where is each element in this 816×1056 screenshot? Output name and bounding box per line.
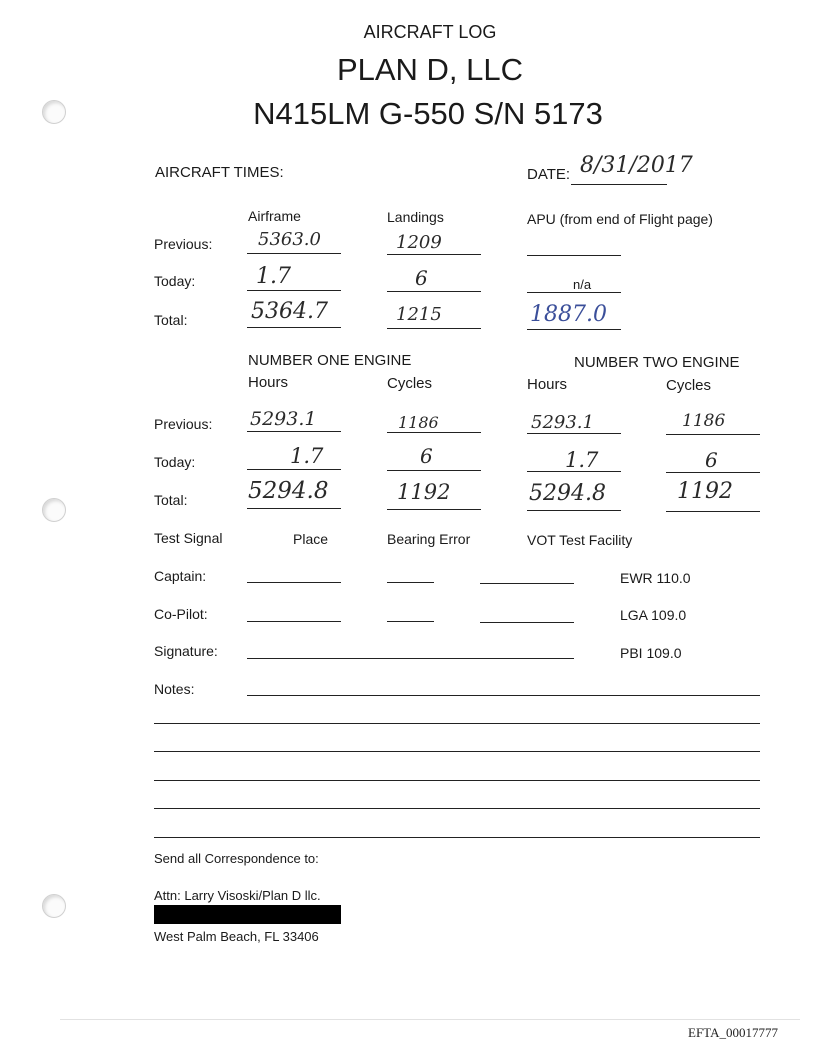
landings-today-line: [387, 291, 481, 292]
aircraft-identifier: N415LM G-550 S/N 5173: [253, 96, 603, 131]
col-airframe: Airframe: [248, 208, 301, 224]
notes-line-6: [154, 837, 760, 838]
correspondence-attn: Attn: Larry Visoski/Plan D llc.: [154, 888, 321, 903]
test-signal-label: Test Signal: [154, 530, 223, 546]
e1-cycles-total-line: [387, 509, 481, 510]
engine-two-cycles-label: Cycles: [666, 377, 712, 394]
e1-hours-previous: 5293.1: [250, 408, 317, 430]
times-total-label: Total:: [154, 312, 188, 328]
apu-total: 1887.0: [530, 302, 607, 327]
notes-line-3: [154, 751, 760, 752]
date-line: [571, 184, 667, 185]
engine-two-hours-label: Hours: [527, 376, 568, 393]
engines-total-label: Total:: [154, 492, 188, 508]
airframe-today-line: [247, 290, 341, 291]
engines-today-label: Today:: [154, 454, 196, 470]
punch-hole-middle: [42, 498, 66, 522]
engine-one-cycles-label: Cycles: [387, 375, 433, 392]
apu-today-line: [527, 292, 621, 293]
notes-line-1: [247, 695, 760, 696]
redaction-block: [154, 905, 341, 924]
engines-previous-label: Previous:: [154, 416, 213, 432]
correspondence-city: West Palm Beach, FL 33406: [154, 929, 319, 944]
e1-cycles-today: 6: [420, 444, 433, 468]
company-name: PLAN D, LLC: [336, 52, 524, 87]
notes-line-4: [154, 780, 760, 781]
times-previous-label: Previous:: [154, 236, 213, 252]
e2-hours-today: 1.7: [565, 448, 599, 472]
airframe-previous: 5363.0: [258, 229, 321, 250]
e2-cycles-previous: 1186: [682, 411, 726, 431]
date-value: 8/31/2017: [580, 153, 693, 178]
e2-cycles-total: 1192: [677, 479, 733, 504]
airframe-total: 5364.7: [251, 299, 328, 324]
facility-lga: LGA 109.0: [620, 607, 687, 623]
col-landings: Landings: [387, 209, 444, 225]
landings-previous-line: [387, 254, 481, 255]
signature-label: Signature:: [154, 643, 218, 659]
e2-hours-previous: 5293.1: [531, 412, 594, 433]
e1-hours-today: 1.7: [290, 444, 324, 468]
facility-pbi: PBI 109.0: [620, 645, 682, 661]
landings-previous: 1209: [396, 232, 442, 253]
copilot-label: Co-Pilot:: [154, 606, 208, 622]
vot-test-facility-label: VOT Test Facility: [527, 532, 633, 548]
document-id: EFTA_00017777: [688, 1025, 778, 1040]
log-title: AIRCRAFT LOG: [363, 22, 497, 42]
e2-cycles-today-line: [666, 472, 760, 473]
col-apu: APU (from end of Flight page): [527, 211, 713, 227]
airframe-total-line: [247, 327, 341, 328]
apu-previous-line: [527, 255, 621, 256]
aircraft-times-heading: AIRCRAFT TIMES:: [155, 164, 284, 181]
e2-cycles-previous-line: [666, 434, 760, 435]
e1-cycles-previous-line: [387, 432, 481, 433]
apu-total-line: [527, 329, 621, 330]
apu-today: n/a: [573, 277, 592, 292]
captain-bearing-line: [387, 582, 434, 583]
landings-today: 6: [415, 266, 428, 290]
e1-cycles-today-line: [387, 470, 481, 471]
copilot-place-line: [247, 621, 341, 622]
facility-ewr: EWR 110.0: [620, 570, 691, 586]
notes-label: Notes:: [154, 681, 195, 697]
e1-cycles-total: 1192: [397, 480, 451, 504]
e1-cycles-previous: 1186: [398, 413, 439, 432]
e2-hours-total: 5294.8: [529, 481, 606, 506]
copilot-bearing-line: [387, 621, 434, 622]
notes-line-5: [154, 808, 760, 809]
e1-hours-previous-line: [247, 431, 341, 432]
times-today-label: Today:: [154, 273, 196, 289]
engine-one-title: NUMBER ONE ENGINE: [248, 352, 412, 369]
place-label: Place: [293, 531, 329, 547]
scan-edge: [60, 1019, 800, 1020]
engine-two-title: NUMBER TWO ENGINE: [574, 354, 740, 371]
notes-line-2: [154, 723, 760, 724]
e2-cycles-total-line: [666, 511, 760, 512]
e1-hours-today-line: [247, 469, 341, 470]
e1-hours-total-line: [247, 508, 341, 509]
engine-one-hours-label: Hours: [248, 374, 289, 391]
bearing-error-label: Bearing Error: [387, 531, 471, 547]
signature-line: [247, 658, 574, 659]
landings-total-line: [387, 328, 481, 329]
captain-signature-line: [480, 583, 574, 584]
captain-label: Captain:: [154, 568, 207, 584]
e2-hours-previous-line: [527, 433, 621, 434]
date-label: DATE:: [527, 166, 571, 183]
landings-total: 1215: [396, 304, 442, 325]
punch-hole-bottom: [42, 894, 66, 918]
airframe-today: 1.7: [256, 264, 291, 289]
e2-cycles-today: 6: [705, 448, 718, 472]
copilot-signature-line: [480, 622, 574, 623]
captain-place-line: [247, 582, 341, 583]
e2-hours-total-line: [527, 510, 621, 511]
airframe-previous-line: [247, 253, 341, 254]
e1-hours-total: 5294.8: [248, 478, 329, 504]
correspondence-label: Send all Correspondence to:: [154, 851, 319, 866]
